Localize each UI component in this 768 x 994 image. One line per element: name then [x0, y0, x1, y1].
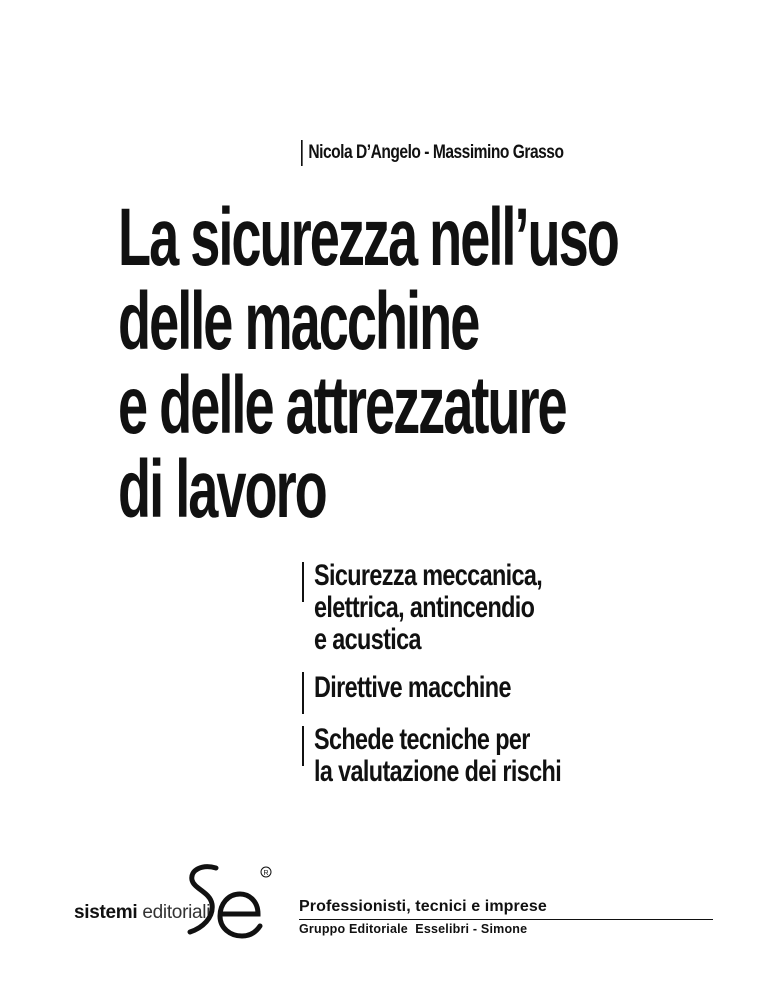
topic-text: Schede tecniche per la valutazione dei rischi	[314, 723, 562, 788]
topic-item	[302, 672, 734, 704]
topic-item	[302, 724, 734, 788]
title-line-1: La sicurezza nell’uso	[118, 192, 618, 283]
title-line-2: delle macchine	[118, 276, 479, 367]
topics-list	[302, 560, 734, 800]
logo-word-bold: sistemi	[74, 902, 138, 923]
series-title: Professionisti, tecnici e imprese	[299, 897, 713, 920]
publisher-logo	[74, 862, 274, 942]
svg-text:R: R	[263, 870, 269, 877]
authors-line: Nicola D’Angelo - Massimino Grasso	[301, 140, 564, 166]
topic-text: Direttive macchine	[314, 671, 511, 704]
publisher-name: Gruppo Editoriale Esselibri - Simone	[299, 922, 528, 936]
title-line-4: di lavoro	[118, 444, 326, 535]
series-block	[299, 897, 713, 938]
topic-text: Sicurezza meccanica, elettrica, antincendio e acustica	[314, 559, 543, 656]
topic-item	[302, 560, 734, 656]
se-logo-icon	[182, 862, 274, 942]
logo-word-light: editoriali	[142, 902, 211, 923]
book-title	[118, 192, 618, 535]
title-line-3: e delle attrezzature	[118, 360, 566, 451]
